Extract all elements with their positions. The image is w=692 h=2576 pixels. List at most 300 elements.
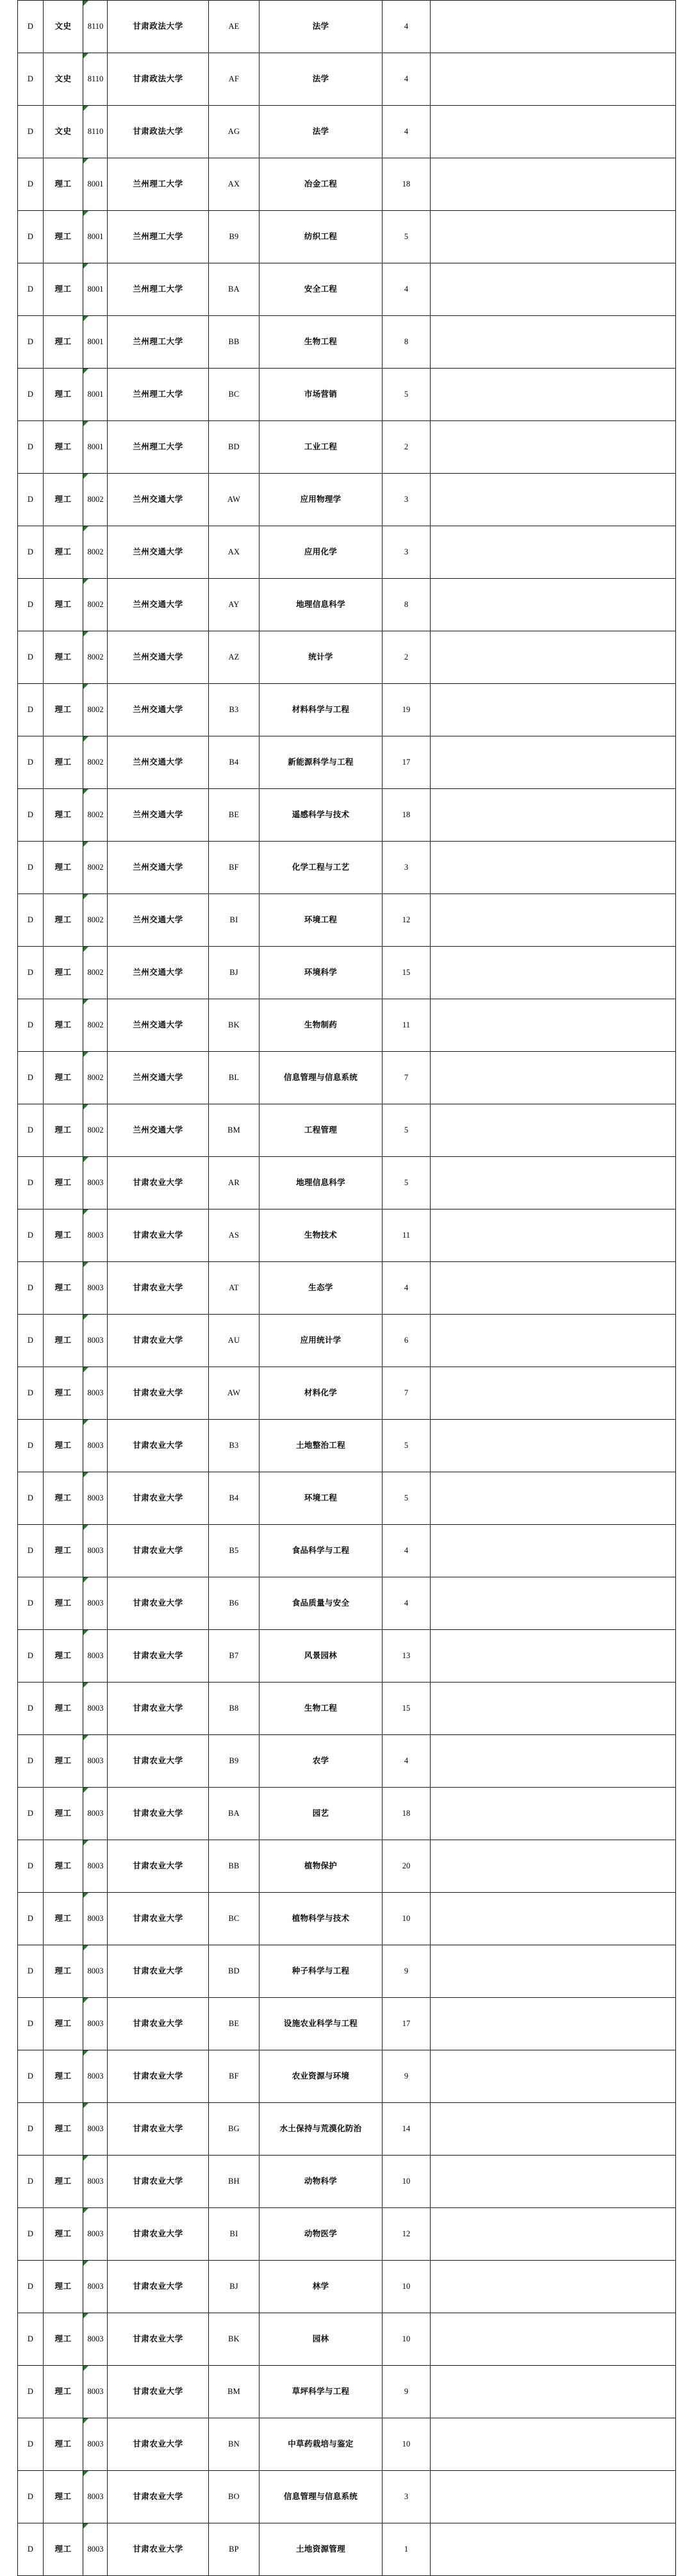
cell-subject[interactable]: 理工	[44, 1683, 83, 1735]
cell-major-code[interactable]: BB	[209, 1840, 260, 1893]
table-row[interactable]	[18, 1, 676, 53]
table-row[interactable]	[18, 1420, 676, 1472]
cell-school-name[interactable]: 兰州理工大学	[108, 369, 209, 421]
cell-school-code[interactable]	[83, 1472, 108, 1525]
cell-major-name[interactable]: 工业工程	[260, 421, 383, 474]
cell-plan-count[interactable]: 14	[383, 2103, 431, 2156]
cell-subject[interactable]: 理工	[44, 1893, 83, 1945]
cell-major-code[interactable]: BO	[209, 2471, 260, 2523]
table-row[interactable]	[18, 2471, 676, 2523]
cell-school-name[interactable]: 甘肃农业大学	[108, 2156, 209, 2208]
cell-major-name[interactable]: 统计学	[260, 631, 383, 684]
cell-subject[interactable]: 理工	[44, 2208, 83, 2261]
cell-school-code[interactable]	[83, 1420, 108, 1472]
table-row[interactable]	[18, 736, 676, 789]
cell-plan-count[interactable]: 9	[383, 2050, 431, 2103]
cell-school-code[interactable]	[83, 1945, 108, 1998]
cell-major-code[interactable]: B5	[209, 1525, 260, 1577]
cell-batch[interactable]: D	[18, 1472, 44, 1525]
table-row[interactable]	[18, 1315, 676, 1367]
cell-major-name[interactable]: 动物医学	[260, 2208, 383, 2261]
cell-major-code[interactable]: AE	[209, 1, 260, 53]
table-row[interactable]	[18, 1209, 676, 1262]
cell-major-name[interactable]: 农业资源与环境	[260, 2050, 383, 2103]
cell-major-name[interactable]: 法学	[260, 106, 383, 158]
cell-remark[interactable]	[431, 947, 676, 999]
table-row[interactable]	[18, 316, 676, 369]
cell-subject[interactable]: 理工	[44, 316, 83, 369]
cell-plan-count[interactable]: 4	[383, 106, 431, 158]
cell-subject[interactable]: 理工	[44, 1525, 83, 1577]
cell-plan-count[interactable]: 5	[383, 1157, 431, 1209]
cell-major-code[interactable]: BJ	[209, 947, 260, 999]
cell-school-name[interactable]: 兰州交通大学	[108, 789, 209, 842]
cell-school-code[interactable]	[83, 999, 108, 1052]
cell-plan-count[interactable]: 15	[383, 1683, 431, 1735]
cell-subject[interactable]: 理工	[44, 842, 83, 894]
cell-batch[interactable]: D	[18, 2418, 44, 2471]
cell-major-name[interactable]: 生物制药	[260, 999, 383, 1052]
cell-plan-count[interactable]: 9	[383, 2366, 431, 2418]
cell-batch[interactable]: D	[18, 421, 44, 474]
cell-remark[interactable]	[431, 1052, 676, 1104]
cell-batch[interactable]: D	[18, 2156, 44, 2208]
cell-major-name[interactable]: 园艺	[260, 1788, 383, 1840]
cell-major-code[interactable]: BM	[209, 2366, 260, 2418]
cell-subject[interactable]: 理工	[44, 2103, 83, 2156]
cell-major-code[interactable]: BI	[209, 894, 260, 947]
table-row[interactable]	[18, 789, 676, 842]
cell-school-code[interactable]	[83, 2103, 108, 2156]
cell-major-name[interactable]: 信息管理与信息系统	[260, 2471, 383, 2523]
cell-major-name[interactable]: 中草药栽培与鉴定	[260, 2418, 383, 2471]
cell-remark[interactable]	[431, 894, 676, 947]
cell-remark[interactable]	[431, 2313, 676, 2366]
cell-subject[interactable]: 理工	[44, 1577, 83, 1630]
table-row[interactable]	[18, 2261, 676, 2313]
cell-plan-count[interactable]: 4	[383, 1735, 431, 1788]
cell-major-code[interactable]: AZ	[209, 631, 260, 684]
cell-plan-count[interactable]: 5	[383, 1472, 431, 1525]
cell-major-code[interactable]: BJ	[209, 2261, 260, 2313]
cell-school-code[interactable]	[83, 2261, 108, 2313]
cell-subject[interactable]: 理工	[44, 684, 83, 736]
cell-school-name[interactable]: 甘肃农业大学	[108, 1840, 209, 1893]
cell-batch[interactable]: D	[18, 1945, 44, 1998]
cell-school-name[interactable]: 兰州交通大学	[108, 579, 209, 631]
table-row[interactable]	[18, 1788, 676, 1840]
cell-plan-count[interactable]: 18	[383, 158, 431, 211]
cell-subject[interactable]: 理工	[44, 579, 83, 631]
cell-remark[interactable]	[431, 2208, 676, 2261]
cell-batch[interactable]: D	[18, 211, 44, 263]
cell-batch[interactable]: D	[18, 999, 44, 1052]
cell-school-code[interactable]	[83, 1577, 108, 1630]
cell-school-name[interactable]: 兰州交通大学	[108, 894, 209, 947]
cell-plan-count[interactable]: 3	[383, 2471, 431, 2523]
cell-remark[interactable]	[431, 53, 676, 106]
cell-school-code[interactable]	[83, 263, 108, 316]
cell-plan-count[interactable]: 3	[383, 474, 431, 526]
cell-plan-count[interactable]: 17	[383, 736, 431, 789]
cell-school-code[interactable]	[83, 1893, 108, 1945]
cell-batch[interactable]: D	[18, 2103, 44, 2156]
cell-remark[interactable]	[431, 1, 676, 53]
cell-batch[interactable]: D	[18, 1104, 44, 1157]
cell-school-code[interactable]	[83, 1052, 108, 1104]
cell-plan-count[interactable]: 3	[383, 842, 431, 894]
cell-major-code[interactable]: BB	[209, 316, 260, 369]
table-row[interactable]	[18, 158, 676, 211]
cell-subject[interactable]: 理工	[44, 1630, 83, 1683]
cell-major-code[interactable]: B4	[209, 1472, 260, 1525]
cell-plan-count[interactable]: 10	[383, 1893, 431, 1945]
table-row[interactable]	[18, 2313, 676, 2366]
cell-batch[interactable]: D	[18, 474, 44, 526]
cell-subject[interactable]: 理工	[44, 2418, 83, 2471]
cell-batch[interactable]: D	[18, 369, 44, 421]
cell-major-name[interactable]: 法学	[260, 53, 383, 106]
cell-remark[interactable]	[431, 1420, 676, 1472]
cell-plan-count[interactable]: 11	[383, 999, 431, 1052]
cell-school-code[interactable]	[83, 2208, 108, 2261]
cell-subject[interactable]: 理工	[44, 894, 83, 947]
cell-subject[interactable]: 理工	[44, 1262, 83, 1315]
cell-major-name[interactable]: 工程管理	[260, 1104, 383, 1157]
cell-school-name[interactable]: 甘肃农业大学	[108, 2103, 209, 2156]
cell-subject[interactable]: 理工	[44, 1367, 83, 1420]
cell-major-code[interactable]: AR	[209, 1157, 260, 1209]
cell-batch[interactable]: D	[18, 1893, 44, 1945]
cell-major-code[interactable]: B9	[209, 211, 260, 263]
cell-remark[interactable]	[431, 211, 676, 263]
cell-school-name[interactable]: 甘肃农业大学	[108, 2050, 209, 2103]
table-row[interactable]	[18, 1525, 676, 1577]
cell-remark[interactable]	[431, 1893, 676, 1945]
table-row[interactable]	[18, 2418, 676, 2471]
cell-school-code[interactable]	[83, 2050, 108, 2103]
cell-major-code[interactable]: AF	[209, 53, 260, 106]
cell-school-name[interactable]: 甘肃农业大学	[108, 1630, 209, 1683]
cell-remark[interactable]	[431, 263, 676, 316]
table-row[interactable]	[18, 999, 676, 1052]
cell-school-name[interactable]: 甘肃农业大学	[108, 2471, 209, 2523]
cell-major-code[interactable]: BA	[209, 1788, 260, 1840]
cell-major-name[interactable]: 林学	[260, 2261, 383, 2313]
cell-school-name[interactable]: 甘肃农业大学	[108, 1262, 209, 1315]
cell-remark[interactable]	[431, 1577, 676, 1630]
cell-major-name[interactable]: 应用化学	[260, 526, 383, 579]
cell-plan-count[interactable]: 5	[383, 211, 431, 263]
table-row[interactable]	[18, 1104, 676, 1157]
cell-school-name[interactable]: 兰州理工大学	[108, 316, 209, 369]
cell-major-name[interactable]: 土地资源管理	[260, 2523, 383, 2576]
cell-school-code[interactable]	[83, 316, 108, 369]
cell-school-code[interactable]	[83, 1157, 108, 1209]
cell-remark[interactable]	[431, 1683, 676, 1735]
cell-plan-count[interactable]: 4	[383, 1262, 431, 1315]
cell-school-code[interactable]	[83, 1, 108, 53]
cell-school-code[interactable]	[83, 474, 108, 526]
cell-plan-count[interactable]: 4	[383, 53, 431, 106]
cell-school-code[interactable]	[83, 579, 108, 631]
table-row[interactable]	[18, 1998, 676, 2050]
table-row[interactable]	[18, 1157, 676, 1209]
cell-school-name[interactable]: 甘肃农业大学	[108, 1577, 209, 1630]
cell-school-code[interactable]	[83, 369, 108, 421]
cell-plan-count[interactable]: 18	[383, 789, 431, 842]
cell-remark[interactable]	[431, 1209, 676, 1262]
cell-remark[interactable]	[431, 789, 676, 842]
cell-major-name[interactable]: 设施农业科学与工程	[260, 1998, 383, 2050]
cell-subject[interactable]: 理工	[44, 947, 83, 999]
cell-school-code[interactable]	[83, 2156, 108, 2208]
cell-plan-count[interactable]: 10	[383, 2156, 431, 2208]
cell-batch[interactable]: D	[18, 894, 44, 947]
cell-remark[interactable]	[431, 421, 676, 474]
cell-major-code[interactable]: B4	[209, 736, 260, 789]
cell-major-code[interactable]: B6	[209, 1577, 260, 1630]
cell-school-name[interactable]: 甘肃农业大学	[108, 1945, 209, 1998]
cell-school-name[interactable]: 兰州理工大学	[108, 421, 209, 474]
table-row[interactable]	[18, 2208, 676, 2261]
cell-batch[interactable]: D	[18, 2050, 44, 2103]
cell-school-code[interactable]	[83, 1367, 108, 1420]
cell-batch[interactable]: D	[18, 1630, 44, 1683]
cell-subject[interactable]: 理工	[44, 1104, 83, 1157]
table-row[interactable]	[18, 474, 676, 526]
cell-remark[interactable]	[431, 106, 676, 158]
table-row[interactable]	[18, 684, 676, 736]
cell-major-code[interactable]: AY	[209, 579, 260, 631]
cell-school-name[interactable]: 甘肃农业大学	[108, 1209, 209, 1262]
cell-school-name[interactable]: 兰州交通大学	[108, 631, 209, 684]
cell-plan-count[interactable]: 2	[383, 631, 431, 684]
table-row[interactable]	[18, 1367, 676, 1420]
cell-subject[interactable]: 理工	[44, 421, 83, 474]
cell-school-code[interactable]	[83, 1788, 108, 1840]
cell-remark[interactable]	[431, 2050, 676, 2103]
cell-plan-count[interactable]: 8	[383, 579, 431, 631]
cell-subject[interactable]: 理工	[44, 1840, 83, 1893]
cell-school-code[interactable]	[83, 789, 108, 842]
cell-remark[interactable]	[431, 2523, 676, 2576]
cell-school-name[interactable]: 甘肃农业大学	[108, 1788, 209, 1840]
cell-major-code[interactable]: BP	[209, 2523, 260, 2576]
cell-major-name[interactable]: 化学工程与工艺	[260, 842, 383, 894]
cell-plan-count[interactable]: 5	[383, 369, 431, 421]
cell-batch[interactable]: D	[18, 1840, 44, 1893]
cell-major-name[interactable]: 草坪科学与工程	[260, 2366, 383, 2418]
cell-major-name[interactable]: 冶金工程	[260, 158, 383, 211]
cell-major-code[interactable]: BC	[209, 1893, 260, 1945]
cell-batch[interactable]: D	[18, 1420, 44, 1472]
cell-remark[interactable]	[431, 1840, 676, 1893]
cell-subject[interactable]: 理工	[44, 2156, 83, 2208]
cell-major-name[interactable]: 应用统计学	[260, 1315, 383, 1367]
table-row[interactable]	[18, 947, 676, 999]
cell-plan-count[interactable]: 17	[383, 1998, 431, 2050]
cell-plan-count[interactable]: 19	[383, 684, 431, 736]
cell-major-code[interactable]: BK	[209, 2313, 260, 2366]
cell-major-code[interactable]: BL	[209, 1052, 260, 1104]
cell-school-name[interactable]: 甘肃农业大学	[108, 2418, 209, 2471]
cell-remark[interactable]	[431, 736, 676, 789]
cell-major-code[interactable]: AX	[209, 526, 260, 579]
cell-remark[interactable]	[431, 474, 676, 526]
cell-plan-count[interactable]: 3	[383, 526, 431, 579]
cell-major-name[interactable]: 纺织工程	[260, 211, 383, 263]
cell-plan-count[interactable]: 4	[383, 1, 431, 53]
cell-school-name[interactable]: 甘肃农业大学	[108, 1683, 209, 1735]
cell-subject[interactable]: 理工	[44, 789, 83, 842]
cell-major-name[interactable]: 应用物理学	[260, 474, 383, 526]
cell-major-name[interactable]: 动物科学	[260, 2156, 383, 2208]
cell-school-name[interactable]: 兰州交通大学	[108, 526, 209, 579]
cell-remark[interactable]	[431, 1525, 676, 1577]
table-row[interactable]	[18, 579, 676, 631]
cell-plan-count[interactable]: 18	[383, 1788, 431, 1840]
table-row[interactable]	[18, 1472, 676, 1525]
cell-school-code[interactable]	[83, 211, 108, 263]
cell-school-code[interactable]	[83, 947, 108, 999]
cell-batch[interactable]: D	[18, 1052, 44, 1104]
cell-plan-count[interactable]: 1	[383, 2523, 431, 2576]
cell-batch[interactable]: D	[18, 1315, 44, 1367]
cell-school-name[interactable]: 甘肃农业大学	[108, 2208, 209, 2261]
cell-remark[interactable]	[431, 1157, 676, 1209]
cell-major-code[interactable]: AG	[209, 106, 260, 158]
cell-major-code[interactable]: BI	[209, 2208, 260, 2261]
table-row[interactable]	[18, 1735, 676, 1788]
cell-major-name[interactable]: 生物工程	[260, 1683, 383, 1735]
table-row[interactable]	[18, 1893, 676, 1945]
table-row[interactable]	[18, 2523, 676, 2576]
cell-school-code[interactable]	[83, 1998, 108, 2050]
cell-subject[interactable]: 理工	[44, 1420, 83, 1472]
cell-major-code[interactable]: B8	[209, 1683, 260, 1735]
cell-school-name[interactable]: 甘肃农业大学	[108, 1157, 209, 1209]
cell-remark[interactable]	[431, 684, 676, 736]
cell-subject[interactable]: 理工	[44, 1209, 83, 1262]
cell-major-code[interactable]: B9	[209, 1735, 260, 1788]
cell-plan-count[interactable]: 5	[383, 1420, 431, 1472]
cell-remark[interactable]	[431, 2471, 676, 2523]
cell-school-name[interactable]: 甘肃农业大学	[108, 1893, 209, 1945]
cell-remark[interactable]	[431, 1367, 676, 1420]
cell-subject[interactable]: 理工	[44, 1945, 83, 1998]
cell-subject[interactable]: 理工	[44, 736, 83, 789]
cell-school-name[interactable]: 兰州交通大学	[108, 736, 209, 789]
cell-batch[interactable]: D	[18, 316, 44, 369]
cell-subject[interactable]: 理工	[44, 2313, 83, 2366]
cell-major-name[interactable]: 地理信息科学	[260, 1157, 383, 1209]
cell-school-name[interactable]: 兰州交通大学	[108, 1104, 209, 1157]
cell-school-code[interactable]	[83, 158, 108, 211]
cell-plan-count[interactable]: 2	[383, 421, 431, 474]
cell-school-code[interactable]	[83, 1735, 108, 1788]
cell-major-name[interactable]: 生态学	[260, 1262, 383, 1315]
cell-school-name[interactable]: 甘肃农业大学	[108, 1315, 209, 1367]
cell-school-name[interactable]: 甘肃农业大学	[108, 1367, 209, 1420]
cell-school-name[interactable]: 兰州交通大学	[108, 684, 209, 736]
cell-school-code[interactable]	[83, 1262, 108, 1315]
cell-major-name[interactable]: 种子科学与工程	[260, 1945, 383, 1998]
cell-major-name[interactable]: 环境科学	[260, 947, 383, 999]
cell-subject[interactable]: 理工	[44, 1788, 83, 1840]
cell-major-name[interactable]: 风景园林	[260, 1630, 383, 1683]
cell-remark[interactable]	[431, 1104, 676, 1157]
cell-school-code[interactable]	[83, 421, 108, 474]
cell-school-code[interactable]	[83, 526, 108, 579]
cell-major-name[interactable]: 新能源科学与工程	[260, 736, 383, 789]
cell-major-code[interactable]: AU	[209, 1315, 260, 1367]
cell-remark[interactable]	[431, 2366, 676, 2418]
cell-plan-count[interactable]: 11	[383, 1209, 431, 1262]
cell-subject[interactable]: 理工	[44, 1472, 83, 1525]
cell-major-code[interactable]: BN	[209, 2418, 260, 2471]
cell-school-code[interactable]	[83, 736, 108, 789]
cell-school-code[interactable]	[83, 1525, 108, 1577]
cell-school-name[interactable]: 兰州理工大学	[108, 263, 209, 316]
cell-major-code[interactable]: BE	[209, 789, 260, 842]
cell-remark[interactable]	[431, 1945, 676, 1998]
cell-plan-count[interactable]: 5	[383, 1104, 431, 1157]
cell-batch[interactable]: D	[18, 1157, 44, 1209]
cell-remark[interactable]	[431, 999, 676, 1052]
cell-school-name[interactable]: 甘肃农业大学	[108, 2366, 209, 2418]
cell-school-code[interactable]	[83, 1315, 108, 1367]
cell-major-name[interactable]: 地理信息科学	[260, 579, 383, 631]
cell-batch[interactable]: D	[18, 736, 44, 789]
cell-batch[interactable]: D	[18, 1209, 44, 1262]
cell-remark[interactable]	[431, 1472, 676, 1525]
cell-plan-count[interactable]: 7	[383, 1052, 431, 1104]
cell-major-name[interactable]: 遥感科学与技术	[260, 789, 383, 842]
cell-batch[interactable]: D	[18, 2261, 44, 2313]
cell-remark[interactable]	[431, 2418, 676, 2471]
cell-major-code[interactable]: BM	[209, 1104, 260, 1157]
cell-school-code[interactable]	[83, 2471, 108, 2523]
cell-remark[interactable]	[431, 1262, 676, 1315]
cell-plan-count[interactable]: 10	[383, 2261, 431, 2313]
cell-school-code[interactable]	[83, 1104, 108, 1157]
cell-batch[interactable]: D	[18, 684, 44, 736]
cell-batch[interactable]: D	[18, 2313, 44, 2366]
cell-subject[interactable]: 理工	[44, 1998, 83, 2050]
cell-school-name[interactable]: 兰州交通大学	[108, 842, 209, 894]
cell-major-code[interactable]: B3	[209, 684, 260, 736]
table-row[interactable]	[18, 631, 676, 684]
cell-subject[interactable]: 理工	[44, 2050, 83, 2103]
cell-school-name[interactable]: 兰州交通大学	[108, 474, 209, 526]
cell-major-name[interactable]: 植物保护	[260, 1840, 383, 1893]
table-row[interactable]	[18, 211, 676, 263]
cell-school-code[interactable]	[83, 684, 108, 736]
cell-major-code[interactable]: B3	[209, 1420, 260, 1472]
cell-subject[interactable]: 文史	[44, 106, 83, 158]
cell-batch[interactable]: D	[18, 1998, 44, 2050]
cell-batch[interactable]: D	[18, 1788, 44, 1840]
cell-major-name[interactable]: 食品质量与安全	[260, 1577, 383, 1630]
cell-major-code[interactable]: BA	[209, 263, 260, 316]
cell-subject[interactable]: 理工	[44, 1052, 83, 1104]
cell-batch[interactable]: D	[18, 579, 44, 631]
table-row[interactable]	[18, 894, 676, 947]
table-row[interactable]	[18, 106, 676, 158]
cell-school-name[interactable]: 甘肃政法大学	[108, 1, 209, 53]
cell-plan-count[interactable]: 4	[383, 263, 431, 316]
